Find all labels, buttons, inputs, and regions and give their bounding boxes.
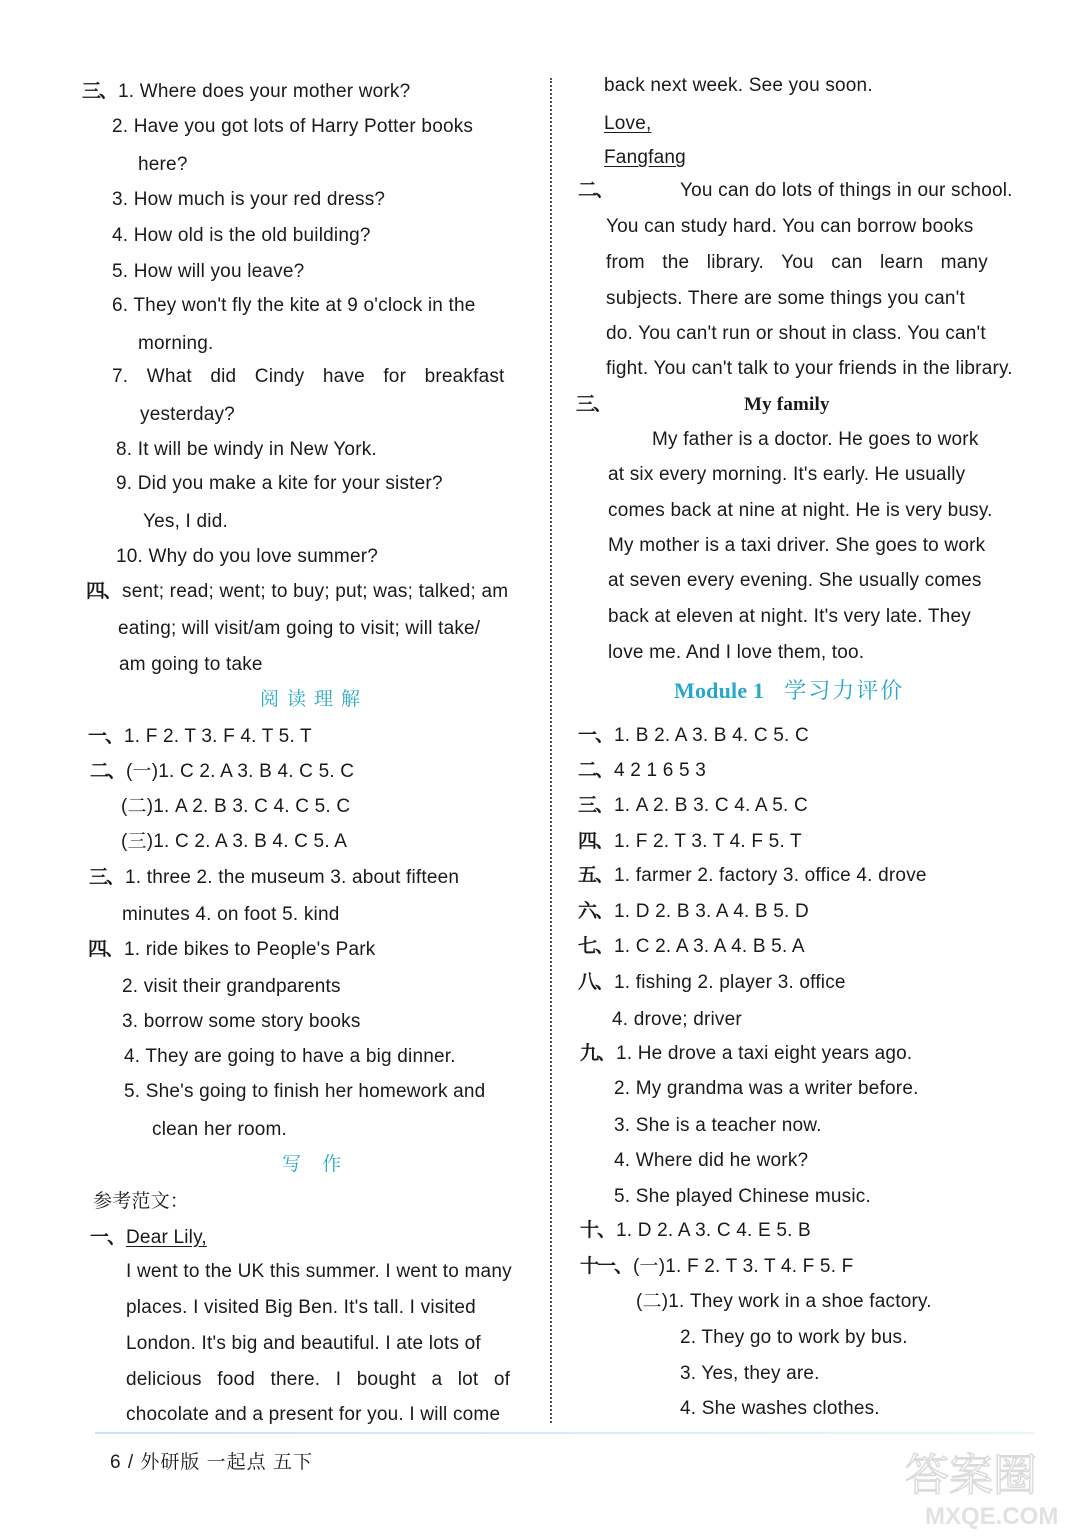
line-text: 1. ride bikes to People's Park [124, 939, 376, 960]
left-line [88, 938, 376, 962]
left-line [116, 545, 378, 569]
right-line [604, 74, 873, 98]
line-text: 4. She washes clothes. [680, 1398, 880, 1419]
left-line [112, 260, 304, 284]
line-text: My mother is a taxi driver. She goes to work [608, 535, 986, 556]
line-text: 2. visit their grandparents [122, 976, 341, 997]
section-marker: 二、 [90, 761, 125, 782]
left-line [124, 1080, 485, 1104]
left-line [112, 188, 385, 212]
line-text: Yes, I did. [143, 511, 228, 532]
line-text: 2. They go to work by bus. [680, 1327, 908, 1348]
line-text: I went to the UK this summer. I went to many [126, 1261, 512, 1282]
line-text: at seven every evening. She usually comes [608, 570, 982, 591]
line-text: 4. They are going to have a big dinner. [124, 1046, 456, 1067]
left-line [126, 1260, 512, 1284]
right-line [578, 971, 846, 995]
line-text: do. You can't run or shout in class. You can't [606, 323, 986, 344]
line-text: chocolate and a present for you. I will come [126, 1404, 501, 1425]
line-text: from the library. You can learn many [606, 252, 988, 273]
right-line [614, 1114, 822, 1138]
line-text: places. I visited Big Ben. It's tall. I visited [126, 1297, 476, 1318]
section-marker: 六、 [578, 901, 613, 922]
left-line [138, 332, 214, 356]
line-text: 1. D 2. A 3. C 4. E 5. B [616, 1220, 811, 1241]
line-text: 参考范文： [93, 1191, 190, 1212]
right-line [612, 1008, 742, 1032]
line-text: 3. Yes, they are. [680, 1363, 820, 1384]
right-line [680, 1397, 880, 1421]
section-marker: 十、 [580, 1220, 615, 1241]
line-text: 1. A 2. B 3. C 4. A 5. C [614, 795, 808, 816]
line-text: 5. She's going to finish her homework and [124, 1081, 486, 1102]
right-line [608, 569, 982, 593]
right-line [608, 534, 985, 558]
left-line [152, 1118, 287, 1142]
right-line [614, 1077, 919, 1101]
line-text: 5. How will you leave? [112, 261, 305, 282]
line-text: 8. It will be windy in New York. [116, 439, 377, 460]
section-marker: 九、 [580, 1043, 615, 1064]
line-text: 4. Where did he work? [614, 1150, 809, 1171]
column-divider [550, 78, 552, 1423]
line-text: London. It's big and beautiful. I ate lots of [126, 1333, 481, 1354]
right-line [578, 759, 706, 783]
line-text: 1. He drove a taxi eight years ago. [616, 1043, 913, 1064]
left-line [88, 725, 312, 749]
line-text: am going to take [119, 654, 263, 675]
line-text: subjects. There are some things you can't [606, 288, 965, 309]
right-line [578, 794, 808, 818]
line-text: 6. They won't fly the kite at 9 o'clock in the [112, 295, 476, 316]
section-marker: 四、 [86, 581, 121, 602]
line-text: comes back at nine at night. He is very busy. [608, 500, 993, 521]
right-line [580, 1042, 912, 1066]
left-line [82, 80, 410, 104]
left-line [93, 1190, 189, 1214]
module-heading [674, 679, 904, 703]
right-line [680, 1362, 820, 1386]
left-line [126, 1332, 481, 1356]
line-text: 2. My grandma was a writer before. [614, 1078, 919, 1099]
line-text: Love, [604, 113, 652, 134]
right-line [652, 428, 979, 452]
left-line [116, 438, 377, 462]
section-marker: 四、 [578, 831, 613, 852]
line-text: back at eleven at night. It's very late. They [608, 606, 971, 627]
right-line [606, 357, 1013, 381]
left-line [126, 1296, 476, 1320]
footer-rule [95, 1432, 1035, 1434]
line-text: 1. three 2. the museum 3. about fifteen [125, 867, 460, 888]
right-line [606, 251, 988, 275]
line-text: (二)1. They work in a shoe factory. [636, 1291, 932, 1312]
left-line [112, 365, 505, 389]
right-line [606, 322, 986, 346]
line-text: (三)1. C 2. A 3. B 4. C 5. A [121, 831, 348, 852]
right-line [580, 1219, 811, 1243]
line-text: fight. You can't talk to your friends in the library. [606, 358, 1013, 379]
right-line [578, 935, 805, 959]
left-line [116, 472, 443, 496]
section-marker: 三、 [82, 81, 117, 102]
right-line [606, 287, 965, 311]
line-text: 1. B 2. A 3. B 4. C 5. C [614, 725, 809, 746]
left-line [138, 153, 188, 177]
watermark-url: MXQE.COM [925, 1503, 1059, 1530]
line-text: 5. She played Chinese music. [614, 1186, 871, 1207]
right-line [580, 1255, 853, 1279]
line-text: love me. And I love them, too. [608, 642, 865, 663]
line-text: Dear Lily, [126, 1227, 207, 1248]
line-text: 1. D 2. B 3. A 4. B 5. D [614, 901, 809, 922]
essay-title: My family [744, 394, 830, 415]
section-marker: 五、 [578, 865, 613, 886]
left-line [122, 903, 340, 927]
left-line [126, 1368, 510, 1392]
left-line [118, 617, 480, 641]
line-text: here? [138, 154, 188, 175]
right-line [608, 463, 965, 487]
right-line [614, 1185, 871, 1209]
line-text: My father is a doctor. He goes to work [652, 429, 979, 450]
line-text: You can do lots of things in our school. [680, 180, 1013, 201]
left-line [121, 795, 350, 819]
line-text: 7. What did Cindy have for breakfast [112, 366, 505, 387]
line-text: (一)1. F 2. T 3. T 4. F 5. F [633, 1256, 854, 1277]
line-text: 3. borrow some story books [122, 1011, 361, 1032]
line-text: yesterday? [140, 404, 235, 425]
line-text: (二)1. A 2. B 3. C 4. C 5. C [121, 796, 351, 817]
line-text: 4 2 1 6 5 3 [614, 760, 707, 781]
left-line [121, 830, 347, 854]
section-marker: 一、 [578, 725, 613, 746]
left-line [90, 760, 354, 784]
section-marker: 一、 [88, 726, 123, 747]
left-line [143, 510, 228, 534]
page-footer: 6 / 外研版 一起点 五下 [110, 1452, 313, 1473]
line-text: 1. farmer 2. factory 3. office 4. drove [614, 865, 927, 886]
line-text: 1. F 2. T 3. T 4. F 5. T [614, 831, 802, 852]
left-line [86, 580, 508, 604]
line-text: 2. Have you got lots of Harry Potter books [112, 116, 474, 137]
module-heading-en: Module 1 [674, 678, 765, 703]
section-marker: 一、 [90, 1227, 125, 1248]
section-marker: 二、 [578, 760, 613, 781]
line-text: clean her room. [152, 1119, 288, 1140]
left-line [112, 115, 473, 139]
line-text: 10. Why do you love summer? [116, 546, 379, 567]
line-text: Fangfang [604, 147, 686, 168]
line-text: 4. drove; driver [612, 1009, 742, 1030]
right-line [578, 830, 802, 854]
section-marker: 八、 [578, 972, 613, 993]
left-line [122, 975, 341, 999]
line-text: (一)1. C 2. A 3. B 4. C 5. C [126, 761, 355, 782]
right-line [578, 864, 927, 888]
right-line [614, 1149, 808, 1173]
section-marker: 三、 [576, 394, 611, 415]
section-marker: 三、 [578, 795, 613, 816]
watermark-logo [895, 1440, 1077, 1532]
section-marker: 四、 [88, 939, 123, 960]
section-heading: 写 作 [282, 1154, 350, 1175]
left-line [112, 294, 476, 318]
line-text: 3. How much is your red dress? [112, 189, 386, 210]
line-text: You can study hard. You can borrow books [606, 216, 974, 237]
line-text: 3. She is a teacher now. [614, 1115, 822, 1136]
left-line [119, 653, 263, 677]
line-text: eating; will visit/am going to visit; will take/ [118, 618, 481, 639]
left-line [140, 403, 235, 427]
module-heading-zh: 学习力评价 [784, 678, 905, 703]
line-text: 9. Did you make a kite for your sister? [116, 473, 443, 494]
line-text: delicious food there. I bought a lot of [126, 1369, 511, 1390]
left-line [124, 1045, 456, 1069]
right-line [608, 605, 971, 629]
section-marker: 七、 [578, 936, 613, 957]
right-line [578, 179, 1013, 203]
section-marker: 三、 [89, 867, 124, 888]
right-line [636, 1290, 932, 1314]
line-text: back next week. See you soon. [604, 75, 873, 96]
left-line [122, 1010, 361, 1034]
line-text: 1. fishing 2. player 3. office [614, 972, 846, 993]
line-text: 1. C 2. A 3. A 4. B 5. A [614, 936, 805, 957]
line-text: minutes 4. on foot 5. kind [122, 904, 340, 925]
line-text: 1. Where does your mother work? [118, 81, 411, 102]
right-line [680, 1326, 908, 1350]
right-line [608, 641, 864, 665]
left-line [90, 1226, 207, 1250]
watermark-title: 答案圈 [905, 1450, 1037, 1501]
left-line [112, 224, 371, 248]
right-line [604, 146, 686, 170]
right-line [578, 724, 809, 748]
section-marker: 二、 [578, 180, 613, 201]
line-text: morning. [138, 333, 214, 354]
line-text: 1. F 2. T 3. F 4. T 5. T [124, 726, 312, 747]
line-text: 4. How old is the old building? [112, 225, 371, 246]
right-line [606, 215, 974, 239]
section-heading: 阅读理解 [260, 689, 369, 710]
line-text: at six every morning. It's early. He usually [608, 464, 966, 485]
left-line [126, 1403, 500, 1427]
right-line [604, 112, 651, 136]
section-marker: 十一、 [580, 1256, 632, 1277]
line-text: sent; read; went; to buy; put; was; talked; am [122, 581, 509, 602]
right-line [576, 393, 830, 417]
left-line [89, 866, 459, 890]
right-line [578, 900, 809, 924]
right-line [608, 499, 993, 523]
